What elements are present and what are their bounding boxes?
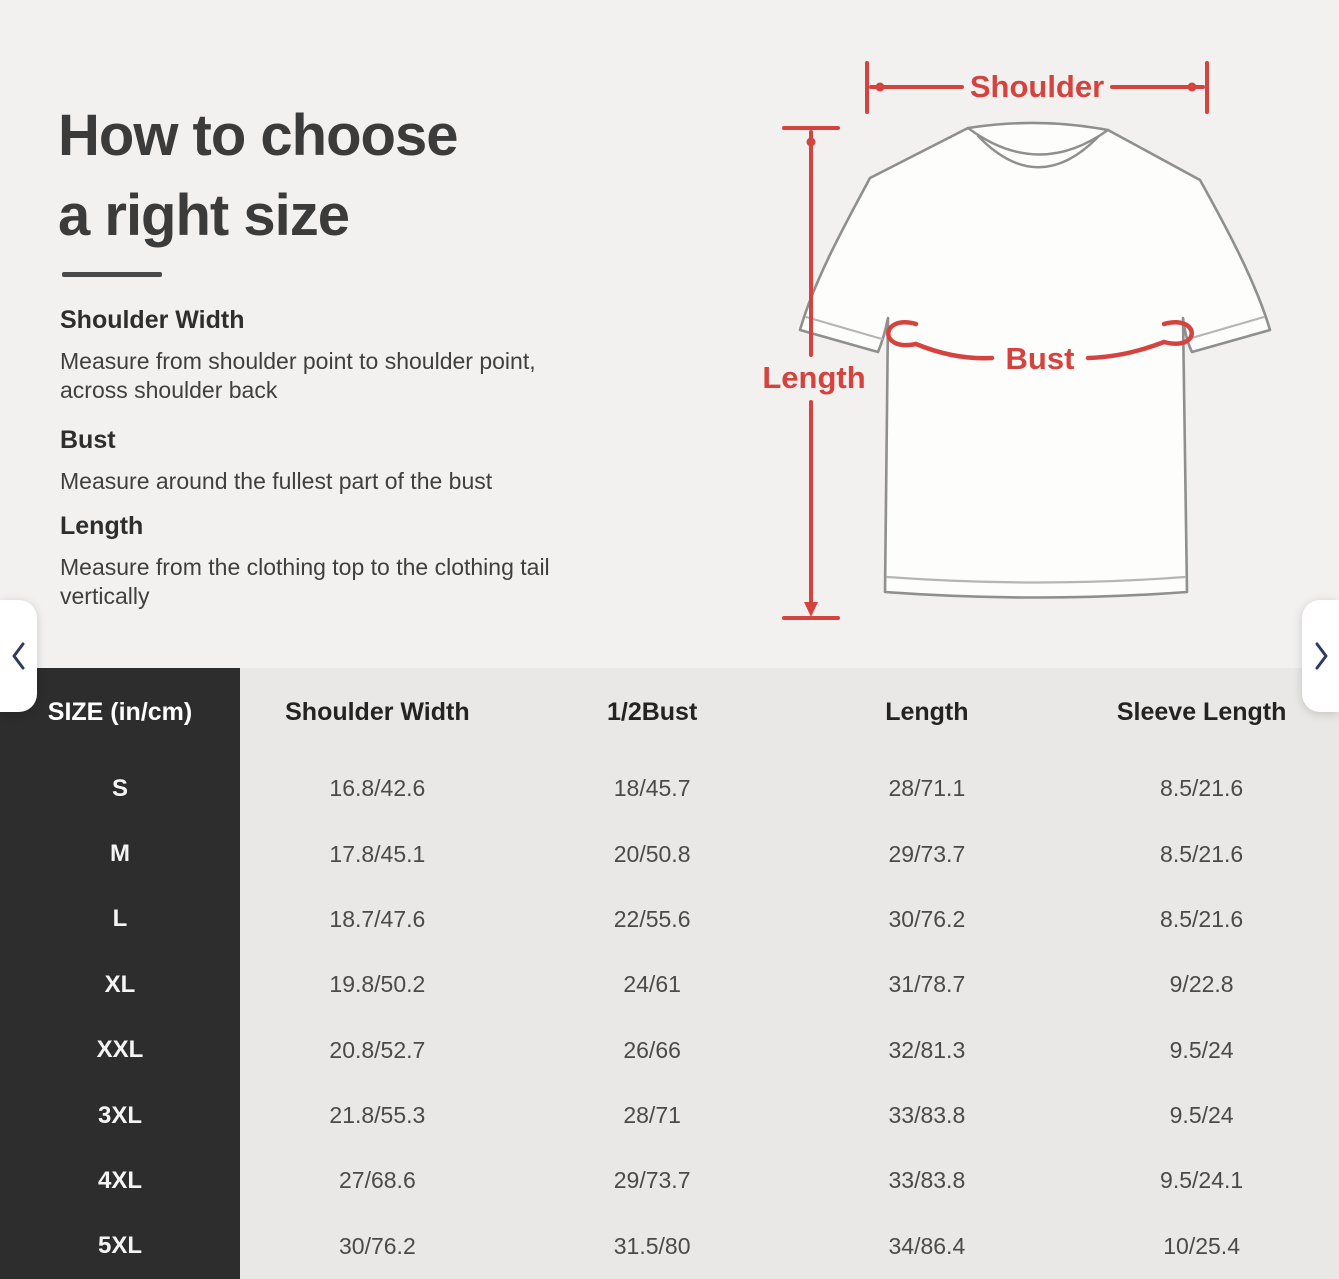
sleeve-length-value: 10/25.4 (1064, 1214, 1339, 1279)
shoulder-width-value: 27/68.6 (240, 1148, 515, 1213)
half-bust-value: 29/73.7 (515, 1148, 790, 1213)
length-value: 28/71.1 (790, 756, 1065, 821)
sleeve-length-value: 8.5/21.6 (1064, 821, 1339, 886)
header-length: Length (790, 668, 1065, 756)
length-value: 34/86.4 (790, 1214, 1065, 1279)
header-size: SIZE (in/cm) (0, 668, 240, 756)
section-length (60, 512, 650, 611)
page-title-line1: How to choose (58, 103, 458, 168)
sleeve-length-value: 9.5/24 (1064, 1018, 1339, 1083)
section-heading: Length (60, 512, 144, 540)
title-underline (62, 272, 162, 277)
sleeve-length-value: 9.5/24.1 (1064, 1148, 1339, 1213)
length-label: Length (762, 360, 866, 395)
header-half-bust: 1/2Bust (515, 668, 790, 756)
section-heading: Shoulder Width (60, 306, 245, 334)
carousel-prev-button[interactable] (0, 600, 37, 712)
size-value: L (0, 887, 240, 952)
table-row (0, 952, 1339, 1017)
half-bust-value: 26/66 (515, 1018, 790, 1083)
section-bust (60, 426, 650, 496)
length-value: 30/76.2 (790, 887, 1065, 952)
shoulder-width-value: 19.8/50.2 (240, 952, 515, 1017)
tshirt-measure-diagram (740, 20, 1339, 665)
shoulder-width-value: 16.8/42.6 (240, 756, 515, 821)
shoulder-width-value: 21.8/55.3 (240, 1083, 515, 1148)
sleeve-length-value: 9/22.8 (1064, 952, 1339, 1017)
shoulder-width-value: 17.8/45.1 (240, 821, 515, 886)
shoulder-width-value: 30/76.2 (240, 1214, 515, 1279)
length-value: 29/73.7 (790, 821, 1065, 886)
table-row (0, 756, 1339, 821)
shoulder-label: Shoulder (969, 69, 1105, 104)
length-value: 33/83.8 (790, 1083, 1065, 1148)
page-title (58, 96, 457, 256)
table-row (0, 821, 1339, 886)
table-row (0, 1148, 1339, 1213)
half-bust-value: 31.5/80 (515, 1214, 790, 1279)
half-bust-value: 20/50.8 (515, 821, 790, 886)
section-heading: Bust (60, 426, 116, 454)
table-row (0, 1083, 1339, 1148)
carousel-next-button[interactable] (1302, 600, 1339, 712)
section-text-line: across shoulder back (60, 377, 278, 403)
size-value: XXL (0, 1018, 240, 1083)
table-row (0, 1018, 1339, 1083)
chevron-right-icon (1310, 639, 1332, 673)
size-value: 5XL (0, 1214, 240, 1279)
section-text-line: vertically (60, 583, 150, 609)
size-value: 3XL (0, 1083, 240, 1148)
table-row (0, 887, 1339, 952)
shoulder-width-value: 18.7/47.6 (240, 887, 515, 952)
sleeve-length-value: 8.5/21.6 (1064, 756, 1339, 821)
bust-label: Bust (1005, 341, 1075, 376)
length-value: 32/81.3 (790, 1018, 1065, 1083)
shoulder-width-value: 20.8/52.7 (240, 1018, 515, 1083)
section-text-line: Measure from shoulder point to shoulder point, (60, 348, 536, 374)
header-shoulder-width: Shoulder Width (240, 668, 515, 756)
sleeve-length-value: 8.5/21.6 (1064, 887, 1339, 952)
half-bust-value: 22/55.6 (515, 887, 790, 952)
length-value: 31/78.7 (790, 952, 1065, 1017)
size-table-header (0, 668, 1339, 756)
half-bust-value: 24/61 (515, 952, 790, 1017)
size-value: 4XL (0, 1148, 240, 1213)
half-bust-value: 28/71 (515, 1083, 790, 1148)
size-table (0, 668, 1339, 1279)
size-value: XL (0, 952, 240, 1017)
sleeve-length-value: 9.5/24 (1064, 1083, 1339, 1148)
size-value: S (0, 756, 240, 821)
chevron-left-icon (8, 639, 30, 673)
size-value: M (0, 821, 240, 886)
header-sleeve-length: Sleeve Length (1064, 668, 1339, 756)
half-bust-value: 18/45.7 (515, 756, 790, 821)
length-value: 33/83.8 (790, 1148, 1065, 1213)
section-text-line: Measure from the clothing top to the clothing tail (60, 554, 550, 580)
table-row (0, 1214, 1339, 1279)
page-title-line2: a right size (58, 183, 349, 248)
section-shoulder-width (60, 306, 650, 405)
section-text-line: Measure around the fullest part of the bust (60, 468, 493, 494)
